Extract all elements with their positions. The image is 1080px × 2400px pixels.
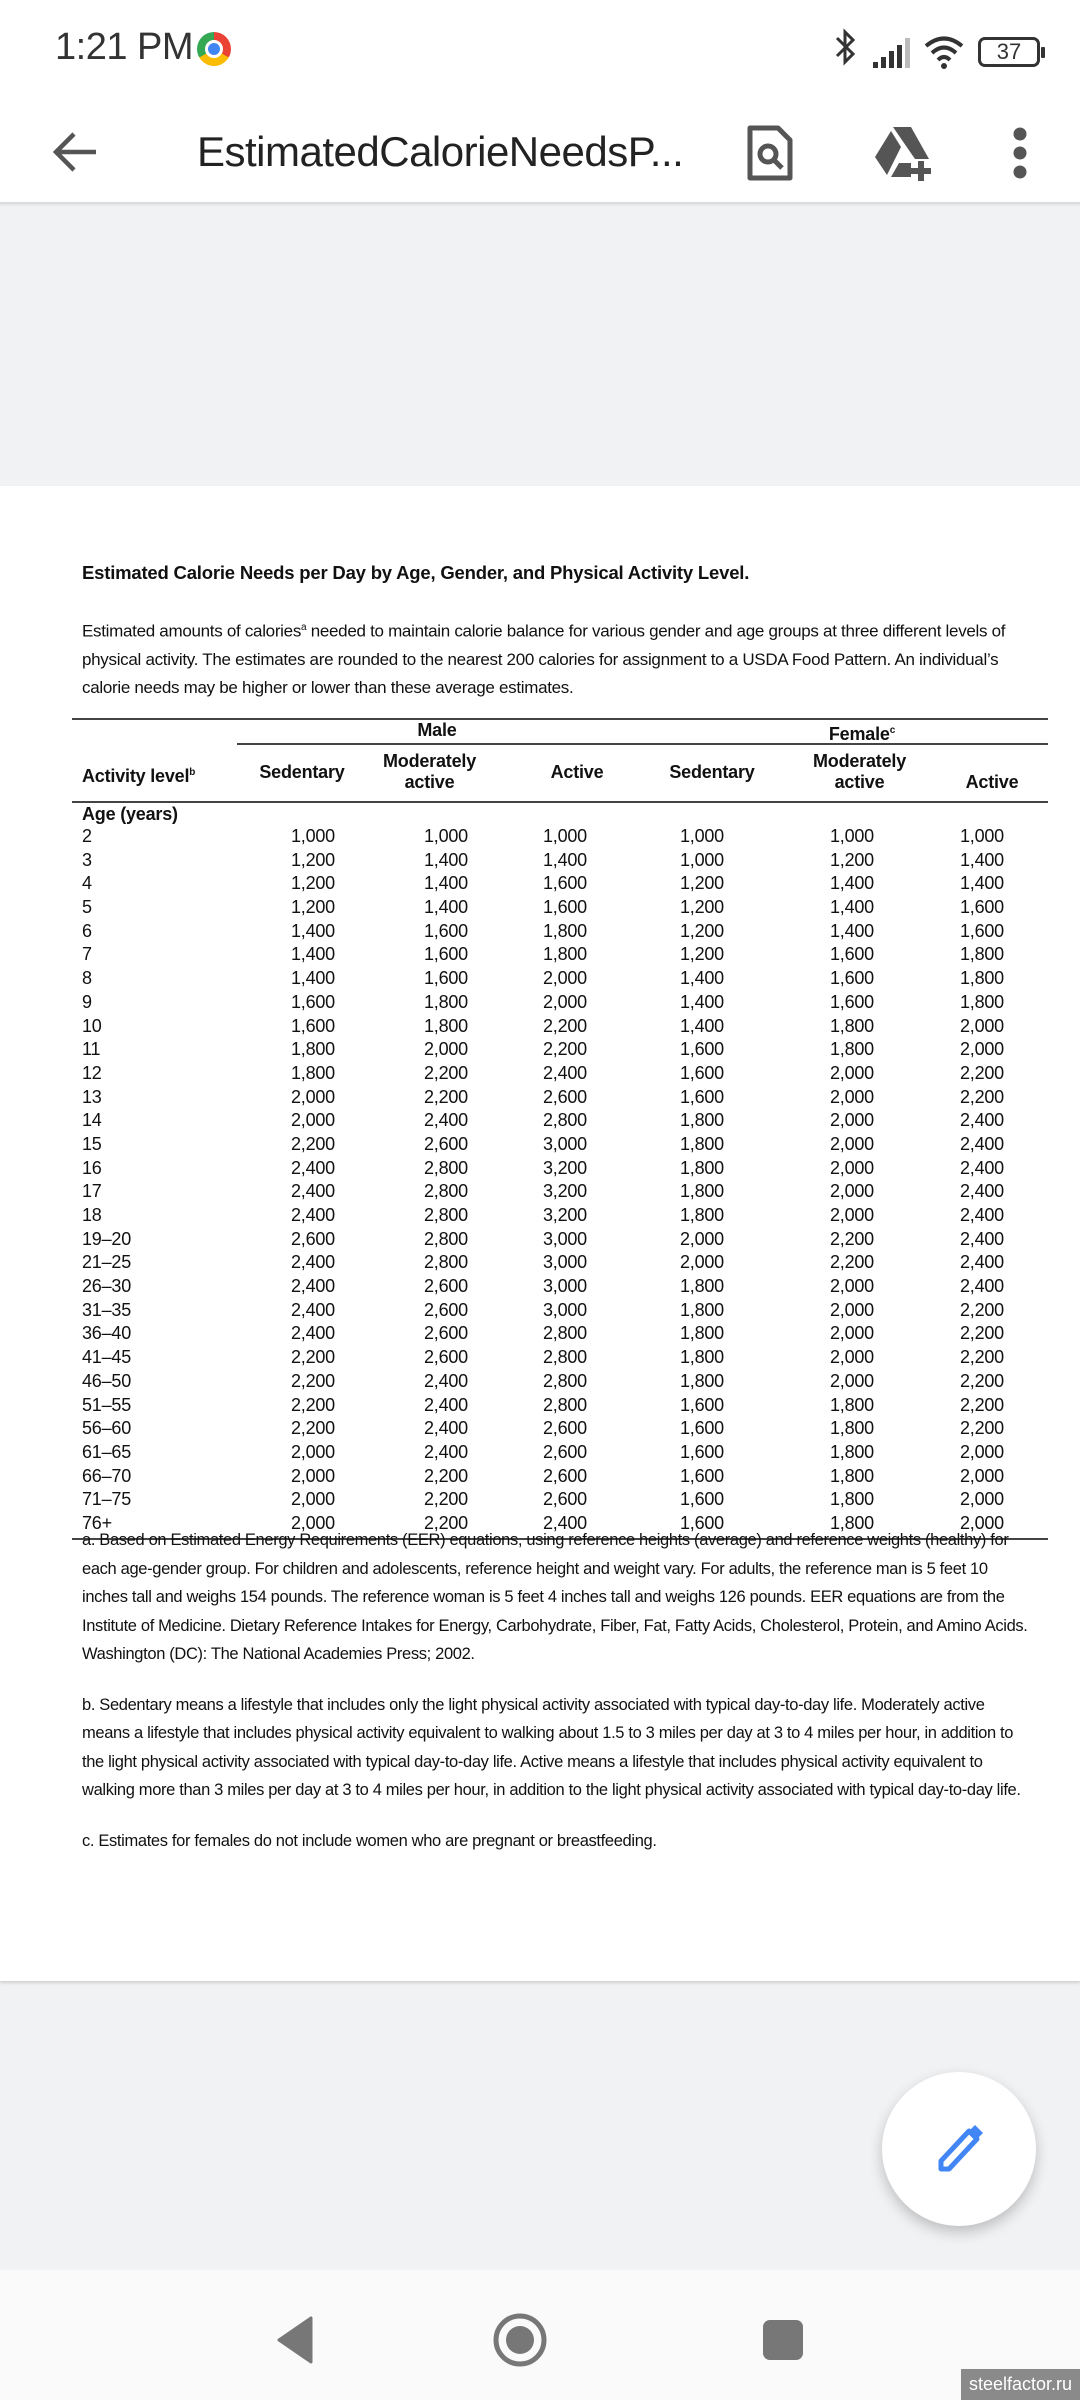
age-cell: 66–70 [82, 1465, 132, 1486]
age-cell: 61–65 [82, 1441, 132, 1462]
calorie-cell: 1,200 [829, 849, 874, 870]
calorie-cell: 3,000 [542, 1276, 587, 1297]
calorie-cell: 1,600 [423, 968, 468, 989]
table-row [72, 943, 1048, 967]
table-row [72, 1394, 1048, 1418]
calorie-cell: 2,000 [829, 1205, 874, 1225]
table-row [72, 1417, 1048, 1441]
more-vert-icon [1012, 127, 1028, 179]
table-row [72, 1441, 1048, 1465]
calorie-cell: 1,400 [423, 897, 468, 918]
calorie-cell: 2,800 [542, 1347, 587, 1368]
calorie-cell: 2,000 [679, 1228, 724, 1249]
calorie-cell: 1,400 [679, 991, 724, 1012]
calorie-cell: 2,200 [290, 1394, 335, 1415]
app-bar [0, 100, 1080, 204]
footnote-c: c. Estimates for females do not include women who are pregnant or breastfeeding. [82, 1831, 657, 1850]
age-cell: 8 [82, 968, 92, 989]
calorie-cell: 1,600 [679, 1489, 724, 1510]
calorie-cell: 1,800 [829, 1489, 874, 1510]
nav-back-button[interactable] [255, 2300, 335, 2380]
calorie-cell: 1,800 [829, 1418, 874, 1439]
calorie-cell: 2,400 [959, 1252, 1004, 1273]
calorie-cell: 2,000 [959, 1039, 1004, 1060]
back-arrow-icon [50, 130, 100, 174]
table-row [72, 967, 1048, 991]
calorie-cell: 2,600 [423, 1347, 468, 1368]
col-male-moderately-active: Moderately active [382, 751, 477, 792]
back-button[interactable] [40, 120, 110, 184]
calorie-cell: 1,400 [959, 873, 1004, 894]
calorie-cell: 2,000 [829, 1157, 874, 1178]
calorie-cell: 2,800 [423, 1252, 468, 1273]
document-title: EstimatedCalorieNeedsP... [197, 128, 684, 175]
table-row [72, 1488, 1048, 1512]
calorie-cell: 2,000 [959, 1489, 1004, 1510]
table-row [72, 1228, 1048, 1252]
calorie-cell: 1,800 [679, 1181, 724, 1202]
age-cell: 2 [82, 826, 92, 846]
calorie-cell: 1,800 [679, 1157, 724, 1178]
table-row [72, 1204, 1048, 1228]
calorie-cell: 2,200 [829, 1228, 874, 1249]
calorie-cell: 2,400 [959, 1228, 1004, 1249]
calorie-cell: 1,200 [679, 897, 724, 918]
footnote-marker: c [889, 725, 896, 736]
col-female-moderately-active: Moderately active [812, 751, 907, 792]
calorie-cell: 2,000 [290, 1489, 335, 1510]
table-row [72, 1180, 1048, 1204]
calorie-cell: 1,200 [290, 897, 335, 918]
chrome-icon [197, 32, 231, 66]
table-row [72, 1322, 1048, 1346]
calorie-cell: 2,000 [959, 1512, 1004, 1533]
calorie-cell: 1,800 [290, 1062, 335, 1083]
calorie-cell: 1,000 [679, 849, 724, 870]
calorie-cell: 1,800 [542, 944, 587, 965]
age-cell: 15 [82, 1133, 102, 1154]
calorie-cell: 2,200 [959, 1299, 1004, 1320]
calorie-cell: 2,600 [542, 1418, 587, 1439]
age-cell: 12 [82, 1062, 102, 1083]
calorie-cell: 1,400 [290, 920, 335, 941]
calorie-cell: 3,200 [542, 1157, 587, 1178]
table-row [72, 1346, 1048, 1370]
calorie-cell: 1,800 [959, 991, 1004, 1012]
calorie-cell: 2,400 [959, 1205, 1004, 1225]
calorie-cell: 2,800 [423, 1181, 468, 1202]
age-cell: 71–75 [82, 1489, 132, 1510]
calorie-cell: 2,400 [290, 1323, 335, 1344]
calorie-cell: 1,600 [679, 1394, 724, 1415]
calorie-cell: 2,200 [959, 1086, 1004, 1107]
age-cell: 36–40 [82, 1323, 132, 1344]
calorie-cell: 2,600 [423, 1299, 468, 1320]
calorie-cell: 1,000 [829, 826, 874, 846]
header-bottom-rule [72, 801, 1048, 803]
table-row [72, 1157, 1048, 1181]
age-cell: 18 [82, 1205, 102, 1225]
calorie-cell: 2,600 [290, 1228, 335, 1249]
add-to-drive-icon [871, 125, 935, 181]
calorie-cell: 1,200 [679, 873, 724, 894]
table-row [72, 1370, 1048, 1394]
calorie-cell: 2,400 [290, 1276, 335, 1297]
calorie-cell: 1,000 [959, 826, 1004, 846]
footnote-marker: b [189, 767, 196, 778]
calorie-cell: 2,800 [542, 1370, 587, 1391]
calorie-cell: 2,400 [423, 1418, 468, 1439]
table-row [72, 1133, 1048, 1157]
calorie-cell: 2,600 [542, 1441, 587, 1462]
calorie-cell: 1,600 [679, 1465, 724, 1486]
col-male-active: Active [550, 762, 604, 782]
age-cell: 11 [82, 1039, 101, 1060]
calorie-cell: 2,000 [542, 968, 587, 989]
age-cell: 3 [82, 849, 92, 870]
calorie-cell: 2,200 [542, 1015, 587, 1036]
signal-icon [873, 36, 910, 68]
activity-level-header [82, 762, 232, 787]
calorie-cell: 1,800 [679, 1299, 724, 1320]
calorie-cell: 1,800 [829, 1512, 874, 1533]
table-row [72, 920, 1048, 944]
calorie-cell: 1,000 [290, 826, 335, 846]
calorie-cell: 1,600 [423, 944, 468, 965]
calorie-cell: 2,600 [542, 1465, 587, 1486]
find-in-page-icon [746, 124, 794, 182]
calorie-cell: 1,600 [679, 1062, 724, 1083]
calorie-cell: 1,800 [290, 1039, 335, 1060]
age-cell: 16 [82, 1157, 102, 1178]
calorie-cell: 1,800 [829, 1465, 874, 1486]
age-cell: 17 [82, 1181, 102, 1202]
calorie-cell: 1,800 [423, 991, 468, 1012]
nav-home-button[interactable] [480, 2300, 560, 2380]
calorie-cell: 1,600 [679, 1039, 724, 1060]
age-cell: 76+ [82, 1512, 112, 1533]
calorie-cell: 2,200 [423, 1465, 468, 1486]
calorie-cell: 2,000 [829, 1062, 874, 1083]
calorie-cell: 2,800 [542, 1323, 587, 1344]
calorie-cell: 2,000 [959, 1015, 1004, 1036]
calorie-cell: 2,400 [959, 1133, 1004, 1154]
calorie-cell: 2,400 [423, 1441, 468, 1462]
table-row [72, 1299, 1048, 1323]
calorie-cell: 1,600 [959, 897, 1004, 918]
col-female-active: Active [965, 772, 1019, 792]
table-row [72, 896, 1048, 920]
status-bar [0, 0, 1080, 100]
calorie-cell: 2,400 [423, 1370, 468, 1391]
female-label: Female [828, 724, 890, 744]
calorie-cell: 1,600 [679, 1441, 724, 1462]
age-cell: 31–35 [82, 1299, 132, 1320]
nav-recents-button[interactable] [743, 2300, 823, 2380]
calorie-cell: 1,800 [423, 1015, 468, 1036]
intro-paragraph [82, 614, 1012, 702]
calorie-cell: 1,000 [542, 826, 587, 846]
calorie-cell: 1,200 [679, 944, 724, 965]
table-row [72, 1251, 1048, 1275]
wifi-icon [924, 35, 964, 69]
table-row [72, 1109, 1048, 1133]
calorie-cell: 1,800 [679, 1347, 724, 1368]
age-cell: 56–60 [82, 1418, 132, 1439]
calorie-cell: 1,000 [423, 826, 468, 846]
add-to-drive-button[interactable] [868, 118, 938, 188]
table-row [72, 1275, 1048, 1299]
calorie-cell: 1,600 [679, 1418, 724, 1439]
battery-icon: 37 [978, 37, 1040, 67]
calorie-cell: 1,800 [679, 1110, 724, 1131]
calorie-cell: 2,000 [959, 1465, 1004, 1486]
table-row [72, 991, 1048, 1015]
age-cell: 13 [82, 1086, 102, 1107]
pdf-page [0, 486, 1080, 1981]
calorie-cell: 1,600 [829, 991, 874, 1012]
col-male-sedentary: Sedentary [259, 762, 345, 782]
calorie-cell: 2,200 [290, 1418, 335, 1439]
calorie-cell: 1,800 [959, 944, 1004, 965]
calorie-cell: 3,000 [542, 1133, 587, 1154]
age-cell: 19–20 [82, 1228, 132, 1249]
calorie-cell: 2,400 [542, 1062, 587, 1083]
calorie-cell: 1,800 [679, 1370, 724, 1391]
calorie-cell: 2,200 [290, 1370, 335, 1391]
bluetooth-icon [833, 28, 859, 75]
calorie-cell: 1,200 [290, 873, 335, 894]
calorie-cell: 2,000 [290, 1086, 335, 1107]
calorie-cell: 2,400 [290, 1157, 335, 1178]
calorie-cell: 2,800 [423, 1157, 468, 1178]
intro-text: Estimated amounts of calories [82, 621, 302, 641]
calorie-cell: 2,000 [290, 1110, 335, 1131]
calorie-cell: 2,200 [542, 1039, 587, 1060]
calorie-cell: 2,000 [290, 1465, 335, 1486]
calorie-cell: 2,200 [959, 1370, 1004, 1391]
calorie-cell: 1,800 [829, 1015, 874, 1036]
calorie-cell: 1,400 [423, 873, 468, 894]
status-icons [833, 28, 1040, 75]
calorie-cell: 2,400 [959, 1276, 1004, 1297]
female-header [782, 720, 942, 745]
nav-back-icon [275, 2316, 315, 2364]
table-title: Estimated Calorie Needs per Day by Age, Gender, and Physical Activity Level. [82, 562, 750, 583]
calorie-cell: 1,200 [290, 849, 335, 870]
calorie-cell: 2,200 [423, 1086, 468, 1107]
calorie-cell: 2,400 [423, 1394, 468, 1415]
calorie-cell: 2,200 [423, 1062, 468, 1083]
calorie-cell: 1,800 [829, 1394, 874, 1415]
calorie-cell: 1,400 [290, 968, 335, 989]
calorie-cell: 3,200 [542, 1205, 587, 1225]
calorie-cell: 2,000 [423, 1039, 468, 1060]
calorie-cell: 2,000 [679, 1252, 724, 1273]
calorie-cell: 1,600 [542, 873, 587, 894]
table-row [72, 1015, 1048, 1039]
calorie-cell: 1,600 [290, 1015, 335, 1036]
calorie-cell: 2,400 [290, 1252, 335, 1273]
calorie-cell: 2,400 [959, 1110, 1004, 1131]
nav-home-icon [492, 2312, 548, 2368]
calorie-cell: 1,400 [959, 849, 1004, 870]
calorie-cell: 2,600 [423, 1323, 468, 1344]
male-header: Male [417, 720, 457, 740]
calorie-cell: 2,000 [829, 1299, 874, 1320]
calorie-cell: 1,400 [679, 968, 724, 989]
calorie-cell: 1,600 [423, 920, 468, 941]
calorie-cell: 2,000 [829, 1323, 874, 1344]
calorie-cell: 2,200 [829, 1252, 874, 1273]
age-cell: 21–25 [82, 1252, 132, 1273]
age-cell: 46–50 [82, 1370, 132, 1391]
calorie-cell: 1,000 [679, 826, 724, 846]
find-in-page-button[interactable] [735, 118, 805, 188]
edit-fab-button[interactable] [882, 2072, 1036, 2226]
calorie-cell: 1,600 [542, 897, 587, 918]
more-options-button[interactable] [985, 118, 1055, 188]
table-body [72, 825, 1048, 1536]
edit-pencil-icon [931, 2121, 987, 2177]
col-female-sedentary: Sedentary [669, 762, 755, 782]
watermark: steelfactor.ru [961, 2369, 1080, 2400]
calorie-cell: 2,000 [829, 1110, 874, 1131]
intro-text: needed to maintain calorie balance for various gender and age groups at three different levels of physical activity. The estimates are rounded to the nearest 200 calories for assignment to a USDA Food Pattern. An individual’s calorie needs may be higher or lower than these average estimates. [82, 621, 1006, 697]
calorie-cell: 2,000 [829, 1181, 874, 1202]
calorie-cell: 3,200 [542, 1181, 587, 1202]
calorie-cell: 2,200 [959, 1347, 1004, 1368]
age-cell: 6 [82, 920, 92, 941]
calorie-cell: 1,400 [829, 897, 874, 918]
calorie-cell: 1,600 [959, 920, 1004, 941]
calorie-cell: 1,400 [679, 1015, 724, 1036]
calorie-cell: 1,600 [829, 968, 874, 989]
calorie-cell: 1,600 [829, 944, 874, 965]
calorie-cell: 1,400 [829, 873, 874, 894]
age-cell: 14 [82, 1110, 102, 1131]
calorie-cell: 1,800 [679, 1323, 724, 1344]
table-row [72, 849, 1048, 873]
calorie-cell: 2,200 [959, 1323, 1004, 1344]
table-row [72, 825, 1048, 849]
calorie-cell: 1,400 [542, 849, 587, 870]
calorie-cell: 1,600 [679, 1512, 724, 1533]
system-nav-bar [0, 2270, 1080, 2400]
calorie-cell: 2,600 [542, 1489, 587, 1510]
calorie-cell: 1,600 [290, 991, 335, 1012]
table-row [72, 872, 1048, 896]
age-cell: 10 [82, 1015, 102, 1036]
calorie-cell: 3,000 [542, 1228, 587, 1249]
age-cell: 26–30 [82, 1276, 132, 1297]
age-years-label: Age (years) [82, 804, 178, 824]
calorie-cell: 2,000 [290, 1512, 335, 1533]
age-cell: 51–55 [82, 1394, 132, 1415]
calorie-cell: 2,000 [290, 1441, 335, 1462]
calorie-cell: 2,600 [423, 1133, 468, 1154]
calorie-cell: 3,000 [542, 1299, 587, 1320]
calorie-cell: 2,600 [423, 1276, 468, 1297]
calorie-cell: 1,600 [679, 1086, 724, 1107]
table-row [72, 1062, 1048, 1086]
calorie-cell: 1,800 [959, 968, 1004, 989]
calorie-cell: 2,400 [290, 1205, 335, 1225]
calorie-cell: 3,000 [542, 1252, 587, 1273]
age-cell: 4 [82, 873, 92, 894]
calorie-cell: 2,200 [959, 1062, 1004, 1083]
calorie-cell: 2,800 [423, 1205, 468, 1225]
table-row [72, 1038, 1048, 1062]
calorie-cell: 2,200 [959, 1418, 1004, 1439]
calorie-cell: 1,400 [290, 944, 335, 965]
calorie-cell: 1,800 [542, 920, 587, 941]
calorie-cell: 2,400 [959, 1181, 1004, 1202]
activity-label: Activity level [82, 766, 190, 786]
calorie-cell: 2,800 [542, 1394, 587, 1415]
calorie-cell: 2,000 [542, 991, 587, 1012]
viewer-background [0, 206, 1080, 486]
age-cell: 41–45 [82, 1347, 132, 1368]
calorie-cell: 2,400 [290, 1299, 335, 1320]
calorie-cell: 2,400 [542, 1512, 587, 1533]
calorie-cell: 1,400 [423, 849, 468, 870]
age-cell: 5 [82, 897, 92, 918]
age-cell: 7 [82, 944, 92, 965]
table-row [72, 1465, 1048, 1489]
calorie-cell: 2,000 [829, 1133, 874, 1154]
calorie-cell: 2,200 [959, 1394, 1004, 1415]
calorie-cell: 2,000 [829, 1370, 874, 1391]
calorie-cell: 2,200 [423, 1512, 468, 1533]
footnote-marker: a [301, 622, 307, 633]
calorie-cell: 2,800 [542, 1110, 587, 1131]
calorie-cell: 1,800 [679, 1205, 724, 1225]
calorie-cell: 1,400 [829, 920, 874, 941]
calorie-cell: 2,200 [290, 1347, 335, 1368]
calorie-cell: 1,800 [679, 1276, 724, 1297]
footnote-b: b. Sedentary means a lifestyle that includes only the light physical activity associated with typical day-to-day life. Moderately active means a lifestyle that includes physical activity equivalent to walking about 1.5 to 3 miles per day at 3 to 4 miles per hour, in addition to the light physical activity associated with typical day-to-day life. Active means a lifestyle that includes physical activity equivalent to walking more than 3 miles per day at 3 to 4 miles per hour, in addition to the light physical activity associated with typical day-to-day life. [82, 1695, 1021, 1799]
calorie-cell: 1,800 [679, 1133, 724, 1154]
calorie-cell: 2,000 [959, 1441, 1004, 1462]
status-time: 1:21 PM [55, 26, 194, 68]
footnotes [82, 1526, 1032, 1877]
calorie-cell: 2,600 [542, 1086, 587, 1107]
calorie-cell: 2,200 [290, 1133, 335, 1154]
calorie-cell: 2,400 [423, 1110, 468, 1131]
calorie-cell: 1,200 [679, 920, 724, 941]
table-row [72, 1086, 1048, 1110]
calorie-cell: 2,400 [959, 1157, 1004, 1178]
calorie-cell: 2,000 [829, 1086, 874, 1107]
male-group-rule [237, 743, 620, 745]
nav-recents-icon [761, 2318, 805, 2362]
calorie-cell: 2,400 [290, 1181, 335, 1202]
calorie-cell: 2,000 [829, 1276, 874, 1297]
calorie-cell: 2,000 [829, 1347, 874, 1368]
age-cell: 9 [82, 991, 92, 1012]
calorie-cell: 1,800 [829, 1441, 874, 1462]
calorie-cell: 2,200 [423, 1489, 468, 1510]
calorie-cell: 2,800 [423, 1228, 468, 1249]
footnote-a: a. Based on Estimated Energy Requirements (EER) equations, using reference heights (average) and reference weights (healthy) for each age-gender group. For children and adolescents, reference height and weight vary. For adults, the reference man is 5 feet 10 inches tall and weighs 154 pounds. The reference woman is 5 feet 4 inches tall and weighs 126 pounds. EER equations are from the Institute of Medicine. Dietary Reference Intakes for Energy, Carbohydrate, Fiber, Fat, Fatty Acids, Cholesterol, Protein, and Amino Acids. Washington (DC): The National Academies Press; 2002. [82, 1531, 1028, 1663]
calorie-cell: 1,800 [829, 1039, 874, 1060]
